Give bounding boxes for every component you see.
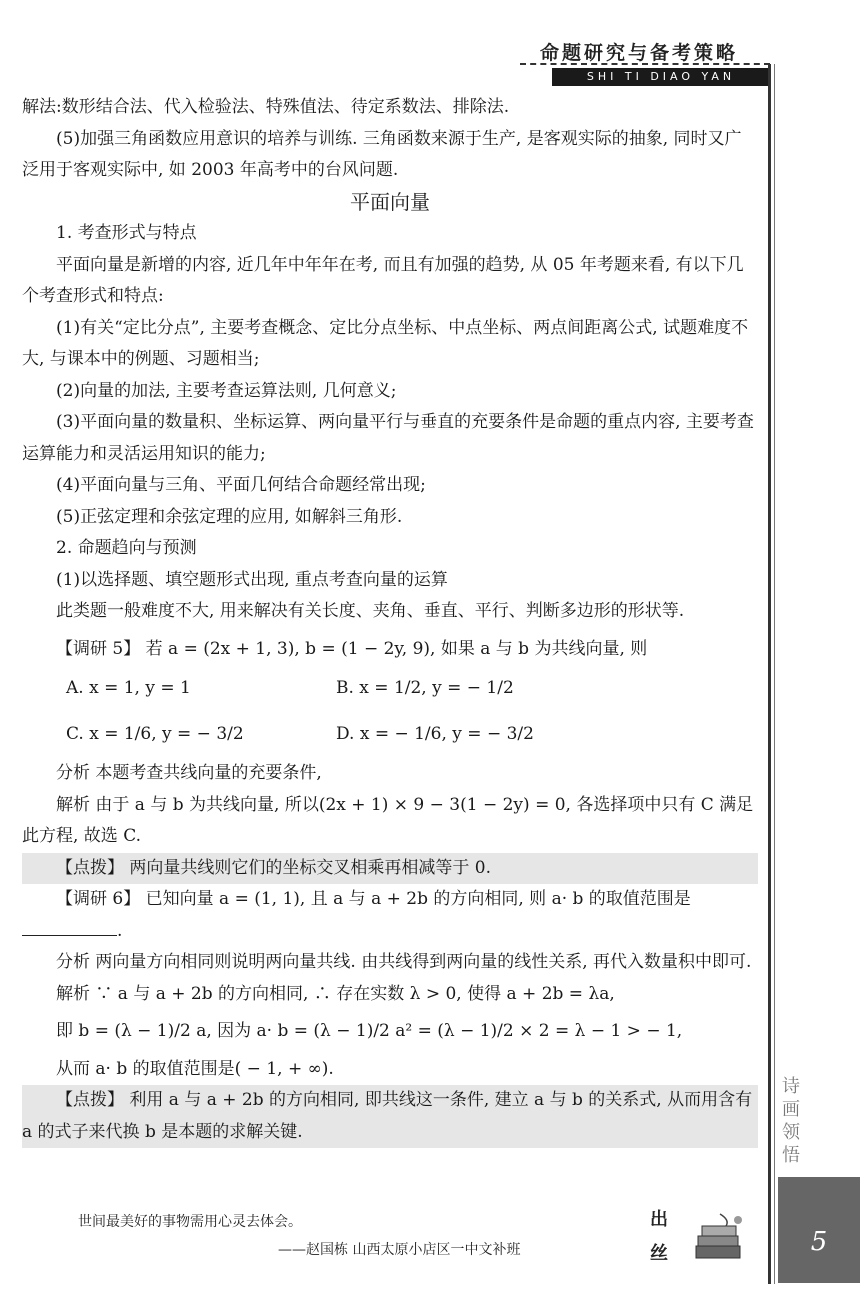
options-row (22, 719, 758, 751)
paragraph: 1. 考查形式与特点 (56, 223, 197, 243)
paragraph: 平面向量是新增的内容, 近几年中年年在考, 而且有加强的趋势, 从 05 年考题来看, 有以下几个考查形式和特点: (22, 254, 744, 306)
paragraph: (5)加强三角函数应用意识的培养与训练. 三角函数来源于生产, 是客观实际的抽象, 同时又广泛用于客观实际中, 如 2003 年高考中的台风问题. (22, 128, 742, 180)
options-row (22, 673, 758, 705)
stamp-char: 丝 (650, 1243, 668, 1264)
paragraph: (4)平面向量与三角、平面几何结合命题经常出现; (56, 475, 426, 495)
tip-box: 【点拨】 利用 a 与 a + 2b 的方向相同, 即共线这一条件, 建立 a 与 b 的关系式, 从而用含有 a 的式子来代换 b 是本题的求解关键. (22, 1085, 758, 1148)
page-number: 5 (778, 1177, 860, 1283)
question-6-end: . (117, 920, 123, 941)
option-b: B. x = 1/2, y = − 1/2 (336, 678, 514, 698)
option-a: A. x = 1, y = 1 (66, 678, 191, 698)
paragraph: (2)向量的加法, 主要考查运算法则, 几何意义; (56, 380, 397, 401)
header-rule (520, 63, 770, 65)
paragraph: (1)有关“定比分点”, 主要考查概念、定比分点坐标、中点坐标、两点间距离公式, 试题难度不大, 与课本中的例题、习题相当; (22, 317, 749, 369)
paragraph: (5)正弦定理和余弦定理的应用, 如解斜三角形. (56, 506, 403, 527)
question-6-text: 【调研 6】 已知向量 a = (1, 1), 且 a 与 a + 2b 的方向相同, 则 a· b 的取值范围是 (56, 889, 691, 909)
paragraph: (3)平面向量的数量积、坐标运算、两向量平行与垂直的充要条件是命题的重点内容, 主要考查运算能力和灵活运用知识的能力; (22, 412, 754, 464)
header-subtitle: SHI TI DIAO YAN (552, 68, 770, 86)
analysis: 分析 本题考查共线向量的充要条件, (56, 763, 322, 783)
paragraph: 解法:数形结合法、代入检验法、特殊值法、待定系数法、排除法. (22, 97, 510, 117)
question-6 (22, 884, 758, 947)
solution: 解析 由于 a 与 b 为共线向量, 所以(2x + 1) × 9 − 3(1 − 2y) = 0, 各选择项中只有 C 满足此方程, 故选 C. (22, 794, 754, 846)
footer-stamp (650, 1203, 668, 1271)
main-text (22, 92, 758, 1148)
margin-rule (768, 64, 771, 1284)
paragraph: 2. 命题趋向与预测 (56, 538, 197, 558)
side-tag: 诗画领悟 (782, 1076, 800, 1166)
solution: 从而 a· b 的取值范围是( − 1, + ∞). (56, 1058, 334, 1079)
option-c: C. x = 1/6, y = − 3/2 (66, 723, 244, 744)
option-d: D. x = − 1/6, y = − 3/2 (336, 723, 534, 744)
books-illustration-icon (690, 1210, 750, 1265)
analysis: 分析 两向量方向相同则说明两向量共线. 由共线得到两向量的线性关系, 再代入数量积中即可. (56, 952, 752, 972)
section-title: 平面向量 (350, 189, 430, 214)
paragraph: (1)以选择题、填空题形式出现, 重点考查向量的运算 (56, 569, 448, 590)
margin-rule-thin (774, 64, 775, 1284)
paragraph: 此类题一般难度不大, 用来解决有关长度、夹角、垂直、平行、判断多边形的形状等. (56, 601, 685, 621)
answer-blank (22, 921, 117, 936)
tip-box: 【点拨】 两向量共线则它们的坐标交叉相乘再相减等于 0. (22, 853, 758, 885)
stamp-char: 出 (650, 1209, 668, 1230)
question-5: 【调研 5】 若 a = (2x + 1, 3), b = (1 − 2y, 9), 如果 a 与 b 为共线向量, 则 (56, 638, 648, 659)
header-title: 命题研究与备考策略 (540, 42, 739, 64)
quote-text: 世间最美好的事物需用心灵去体会。 (78, 1214, 302, 1230)
quote-author: ——赵国栋 山西太原小店区一中文补班 (278, 1242, 521, 1258)
footer-quote (78, 1208, 520, 1264)
solution-formula: 即 b = (λ − 1)/2 a, 因为 a· b = (λ − 1)/2 a² = (λ − 1)/2 × 2 = λ − 1 > − 1, (56, 1021, 683, 1041)
solution: 解析 ∵ a 与 a + 2b 的方向相同, ∴ 存在实数 λ > 0, 使得 a + 2b = λa, (56, 983, 615, 1004)
